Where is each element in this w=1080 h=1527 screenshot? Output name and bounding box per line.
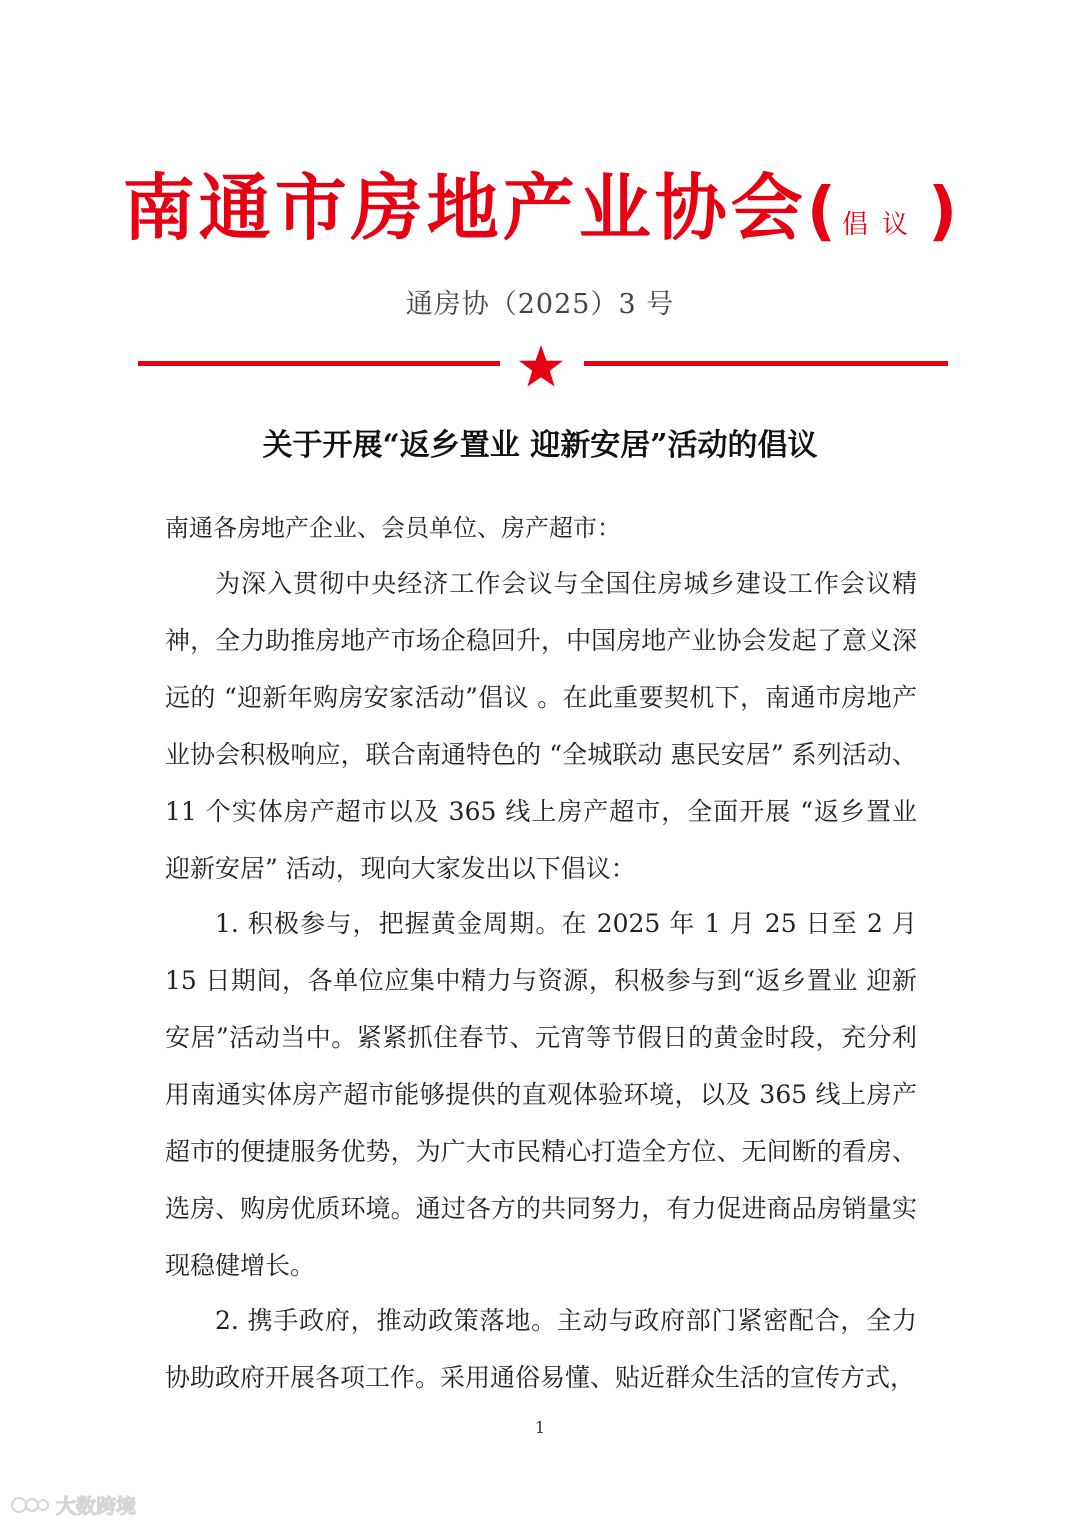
letterhead-paren-close: ) (928, 175, 958, 249)
red-divider-left (138, 361, 500, 366)
paragraph-item-2: 2. 携手政府，推动政策落地。主动与政府部门紧密配合，全力协助政府开展各项工作。采用通俗易懂、贴近群众生活的宣传方式， (165, 1306, 917, 1392)
red-divider-right (584, 361, 948, 366)
page-number: 1 (534, 1418, 546, 1437)
watermark-logo-icon (10, 1492, 50, 1518)
red-star-icon (518, 344, 564, 388)
document-number: 通房协（2025）3 号 (405, 289, 675, 320)
paragraph-item-1: 1. 积极参与，把握黄金周期。在 2025 年 1 月 25 日至 2 月 15 日期间，各单位应集中精力与资源，积极参与到“返乡置业 迎新安居”活动当中。紧紧抓住春节、元宵等节假日的黄金时段，充分利用南通实体房产超市能够提供的直观体验环境，以及 365 线上房产超市的便捷服务优势，为广大市民精心打造全方位、无间断的看房、选房、购房优质环境。通过各方的共同努力，有力促进商品房销量实现稳健增长。 (165, 909, 917, 1280)
salutation: 南通各房地产企业、会员单位、房产超市： (165, 514, 621, 542)
letterhead-suffix: 倡议 (842, 210, 923, 240)
watermark (10, 1490, 136, 1519)
letterhead-org-name: 南通市房地产业协会 (122, 166, 807, 250)
watermark-text: 大数跨境 (56, 1494, 136, 1518)
paragraph-intro: 为深入贯彻中央经济工作会议与全国住房城乡建设工作会议精神，全力助推房地产市场企稳回升，中国房地产业协会发起了意义深远的 “迎新年购房安家活动”倡议 。在此重要契机下，南通市房地产业协会积极响应，联合南通特色的 “全城联动 惠民安居” 系列活动、11 个实体房产超市以及 365 线上房产超市，全面开展 “返乡置业 迎新安居” 活动，现向大家发出以下倡议： (165, 569, 917, 883)
letterhead-paren-open: ( (806, 175, 836, 249)
document-title: 关于开展“返乡置业 迎新安居”活动的倡议 (262, 428, 818, 463)
letterhead-title (0, 150, 1080, 254)
